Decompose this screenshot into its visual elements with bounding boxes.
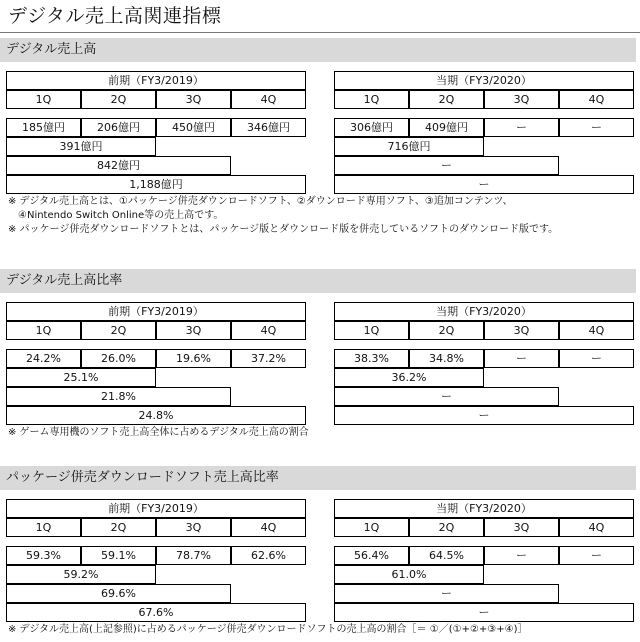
curr-period-header: 当期（FY3/2020） xyxy=(334,302,634,321)
prev-h1-value: 25.1% xyxy=(6,368,156,387)
prev-q2-value: 26.0% xyxy=(81,349,156,368)
prev-quarter-header: 1Q xyxy=(6,90,81,109)
curr-q1-value: 38.3% xyxy=(334,349,409,368)
prev-q1-value: 185億円 xyxy=(6,118,81,137)
footnote: ※ デジタル売上高とは、①パッケージ併売ダウンロードソフト、②ダウンロード専用ソフト、③追加コンテンツ、 xyxy=(8,196,513,207)
curr-quarter-header: 2Q xyxy=(409,321,484,340)
prev-period-header: 前期（FY3/2019） xyxy=(6,499,306,518)
curr-q2-value: 409億円 xyxy=(409,118,484,137)
prev-quarter-header: 4Q xyxy=(231,321,306,340)
curr-quarter-header: 2Q xyxy=(409,90,484,109)
curr-q3-value: ー xyxy=(484,546,559,565)
prev-q2-value: 206億円 xyxy=(81,118,156,137)
curr-quarter-header: 1Q xyxy=(334,90,409,109)
title-divider xyxy=(0,32,640,33)
prev-9m-value: 69.6% xyxy=(6,584,231,603)
curr-9m-value: ー xyxy=(334,387,559,406)
page-title: デジタル売上高関連指標 xyxy=(8,5,222,27)
prev-quarter-header: 3Q xyxy=(156,321,231,340)
footnote: ※ パッケージ併売ダウンロードソフトとは、パッケージ版とダウンロード版を併売しているソフトのダウンロード版です。 xyxy=(8,224,559,235)
curr-h1-value: 36.2% xyxy=(334,368,484,387)
prev-q2-value: 59.1% xyxy=(81,546,156,565)
curr-h1-value: 61.0% xyxy=(334,565,484,584)
prev-fy-value: 1,188億円 xyxy=(6,175,306,194)
curr-quarter-header: 4Q xyxy=(559,321,634,340)
curr-quarter-header: 2Q xyxy=(409,518,484,537)
prev-q1-value: 24.2% xyxy=(6,349,81,368)
prev-q4-value: 37.2% xyxy=(231,349,306,368)
prev-quarter-header: 3Q xyxy=(156,90,231,109)
curr-9m-value: ー xyxy=(334,584,559,603)
prev-q1-value: 59.3% xyxy=(6,546,81,565)
curr-q2-value: 34.8% xyxy=(409,349,484,368)
curr-quarter-header: 1Q xyxy=(334,518,409,537)
curr-h1-value: 716億円 xyxy=(334,137,484,156)
prev-quarter-header: 4Q xyxy=(231,518,306,537)
prev-fy-value: 24.8% xyxy=(6,406,306,425)
prev-quarter-header: 3Q xyxy=(156,518,231,537)
prev-q3-value: 19.6% xyxy=(156,349,231,368)
curr-q2-value: 64.5% xyxy=(409,546,484,565)
curr-q1-value: 56.4% xyxy=(334,546,409,565)
curr-fy-value: ー xyxy=(334,406,634,425)
prev-q4-value: 346億円 xyxy=(231,118,306,137)
footnote: ※ ゲーム専用機のソフト売上高全体に占めるデジタル売上高の割合 xyxy=(8,427,309,438)
curr-quarter-header: 3Q xyxy=(484,518,559,537)
prev-h1-value: 59.2% xyxy=(6,565,156,584)
curr-q4-value: ー xyxy=(559,349,634,368)
prev-quarter-header: 1Q xyxy=(6,518,81,537)
prev-quarter-header: 2Q xyxy=(81,90,156,109)
curr-quarter-header: 4Q xyxy=(559,90,634,109)
prev-quarter-header: 1Q xyxy=(6,321,81,340)
curr-quarter-header: 3Q xyxy=(484,321,559,340)
section-title: デジタル売上高 xyxy=(0,38,636,62)
curr-fy-value: ー xyxy=(334,603,634,622)
section-title: デジタル売上高比率 xyxy=(0,269,636,293)
curr-9m-value: ー xyxy=(334,156,559,175)
prev-q3-value: 450億円 xyxy=(156,118,231,137)
curr-period-header: 当期（FY3/2020） xyxy=(334,499,634,518)
section-title: パッケージ併売ダウンロードソフト売上高比率 xyxy=(0,466,636,490)
curr-q1-value: 306億円 xyxy=(334,118,409,137)
prev-fy-value: 67.6% xyxy=(6,603,306,622)
prev-quarter-header: 2Q xyxy=(81,321,156,340)
curr-q4-value: ー xyxy=(559,118,634,137)
curr-q3-value: ー xyxy=(484,118,559,137)
curr-fy-value: ー xyxy=(334,175,634,194)
prev-q3-value: 78.7% xyxy=(156,546,231,565)
curr-q4-value: ー xyxy=(559,546,634,565)
curr-quarter-header: 3Q xyxy=(484,90,559,109)
curr-quarter-header: 4Q xyxy=(559,518,634,537)
footnote: ④Nintendo Switch Online等の売上高です。 xyxy=(8,210,224,221)
prev-h1-value: 391億円 xyxy=(6,137,156,156)
prev-9m-value: 21.8% xyxy=(6,387,231,406)
prev-period-header: 前期（FY3/2019） xyxy=(6,71,306,90)
prev-period-header: 前期（FY3/2019） xyxy=(6,302,306,321)
prev-9m-value: 842億円 xyxy=(6,156,231,175)
prev-q4-value: 62.6% xyxy=(231,546,306,565)
prev-quarter-header: 2Q xyxy=(81,518,156,537)
curr-quarter-header: 1Q xyxy=(334,321,409,340)
curr-period-header: 当期（FY3/2020） xyxy=(334,71,634,90)
prev-quarter-header: 4Q xyxy=(231,90,306,109)
curr-q3-value: ー xyxy=(484,349,559,368)
footnote: ※ デジタル売上高(上記参照)に占めるパッケージ併売ダウンロードソフトの売上高の割合［＝ ①／(①+②+③+④)］ xyxy=(8,624,528,635)
